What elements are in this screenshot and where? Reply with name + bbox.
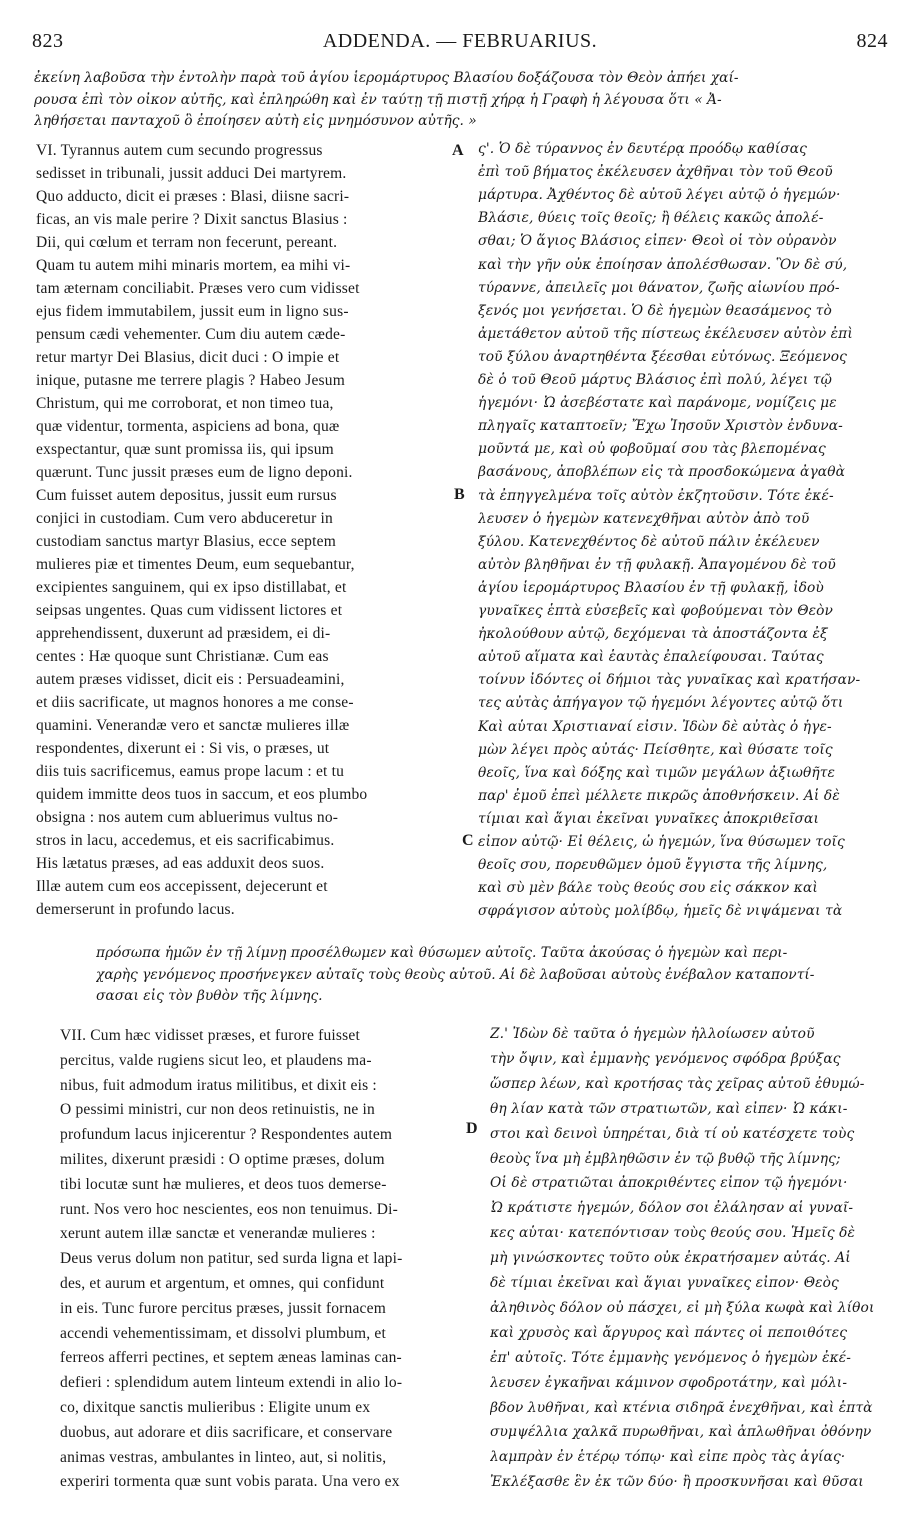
greek-line: ξενός μοι γενήσεται. Ὁ δὲ ἡγεμὼν θεασάμενος τὸ	[478, 302, 832, 319]
latin-line: duobus, aut adorare et diis sacrificare, et conservare	[60, 1423, 393, 1441]
greek-line: πληγαῖς καταπτοεῖν; Ἔχω Ἰησοῦν Χριστὸν ἐνδυνα-	[478, 418, 843, 435]
latin-line: xerunt autem illæ sanctæ et venerandæ mulieres :	[60, 1225, 376, 1243]
margin-marker-d: D	[466, 1120, 478, 1137]
greek-line: εἶπον αὐτῷ· Εἰ θέλεις, ὦ ἡγεμών, ἵνα θύσωμεν τοῖς	[478, 834, 845, 850]
greek-line: Ἐκλέξασθε ἓν ἐκ τῶν δύο· ἢ προσκυνῆσαι καὶ θῦσαι	[490, 1474, 864, 1491]
greek-line: καὶ χρυσὸς καὶ ἄργυρος καὶ πάντες οἱ πεποιθότες	[490, 1324, 848, 1341]
latin-line: tibi locutæ sunt hæ mulieres, et deos tuos demerse-	[60, 1175, 387, 1193]
greek-line: τὰ ἐπηγγελμένα τοῖς αὐτὸν ἐκζητοῦσιν. Τότε ἐκέ-	[478, 487, 834, 504]
latin-line: Christum, qui me corroborat, et non timeo tua,	[36, 395, 334, 412]
greek-line: Οἱ δὲ στρατιῶται ἀποκριθέντες εἶπον τῷ ἡγεμόνι·	[490, 1175, 848, 1192]
intro-line: ληθήσεται πανταχοῦ ὃ ἐποίησεν αὐτὴ εἰς μνημόσυνον αὐτῆς. »	[34, 113, 477, 129]
latin-line: sedisset in tribunali, jussit adduci Dei martyrem.	[36, 165, 347, 182]
latin-line: profundum lacus injicerentur ? Respondentes autem	[60, 1126, 393, 1144]
latin-line: obsigna : nos autem cum abluerimus vultus no-	[36, 809, 339, 826]
latin-line: Quo adducto, dicit ei præses : Blasi, diisne sacri-	[36, 188, 350, 205]
full-width-line: πρόσωπα ἡμῶν ἐν τῇ λίμνῃ προσέλθωμεν καὶ θύσωμεν αὐτοῖς. Ταῦτα ἀκούσας ὁ ἡγεμὼν καὶ περι-	[96, 945, 788, 961]
latin-line: nibus, fuit admodum iratus militibus, et dixit eis :	[60, 1076, 377, 1094]
greek-line: λαμπρὰν ἐν ἑτέρῳ τόπῳ· καὶ εἶπε πρὸς τὰς ἁγίας·	[490, 1449, 846, 1466]
latin-line: defieri : splendidum autem linteum extendi in alio lo-	[60, 1374, 403, 1392]
greek-line: καὶ τὴν γῆν οὐκ ἐποίησαν ἀπολέσθωσαν. Ὃν δὲ σύ,	[478, 256, 848, 273]
latin-line: excipientes sanguinem, qui ex ipso distillabat, et	[36, 579, 347, 596]
latin-line: milites, dixerunt præsidi : O optime præses, dolum	[60, 1151, 385, 1168]
latin-line: et diis sacrificate, ut magnos honores a me conse-	[36, 694, 354, 711]
latin-line: autem præses vidisset, dicit eis : Persuadeamini,	[36, 671, 345, 688]
greek-line: Βλάσιε, θύεις τοῖς θεοῖς; ἢ θέλεις κακῶς ἀπολέ-	[478, 210, 824, 227]
page-number-left: 823	[32, 30, 64, 52]
greek-line: γυναῖκες ἑπτὰ εὐσεβεῖς καὶ φοβούμεναι τὸν Θεὸν	[478, 603, 834, 619]
page-number-right: 824	[856, 30, 888, 52]
greek-line: συμψέλλια χαλκᾶ πυρωθῆναι, καὶ ἁπλωθῆναι ὀθόνην	[490, 1424, 872, 1441]
latin-line: in eis. Tunc furore percitus præses, jussit fornacem	[60, 1299, 386, 1317]
latin-line: His lætatus præses, ad eas adduxit deos suos.	[36, 855, 325, 872]
greek-line: ς'. Ὁ δὲ τύραννος ἐν δευτέρᾳ προόδῳ καθίσας	[478, 141, 807, 157]
latin-line: respondentes, dixerunt ei : Si vis, o præses, ut	[36, 740, 330, 757]
latin-line: conjici in custodiam. Cum vero abduceretur in	[36, 510, 333, 527]
page-header	[28, 30, 892, 60]
greek-line: στοι καὶ δεινοὶ ὑπηρέται, διὰ τί οὐ κατέσχετε τοὺς	[490, 1125, 855, 1142]
latin-line: des, et aurum et argentum, et omnes, qui confidunt	[60, 1275, 385, 1292]
greek-line: σθαι; Ὁ ἅγιος Βλάσιος εἶπεν· Θεοὶ οἱ τὸν οὐρανὸν	[478, 233, 837, 250]
latin-line: quidem immitte deos tuos in saccum, et eos plumbo	[36, 786, 368, 803]
latin-line: ficas, an vis male perire ? Dixit sanctus Blasius :	[36, 211, 348, 228]
latin-line: exspectantur, quæ sunt promissa iis, qui ipsum	[36, 441, 334, 458]
greek-line: θη λίαν κατὰ τῶν στρατιωτῶν, καὶ εἶπεν· Ὦ κάκι-	[490, 1100, 848, 1117]
latin-line: quærunt. Tunc jussit præses eum de ligno deponi.	[36, 464, 353, 481]
greek-line: Καὶ αὗται Χριστιαναί εἰσιν. Ἰδὼν δὲ αὐτὰς ὁ ἡγε-	[478, 718, 832, 735]
latin-line: quamini. Venerandæ vero et sanctæ mulieres illæ	[36, 717, 350, 734]
latin-line: apprehendissent, duxerunt ad præsidem, ei di-	[36, 625, 331, 642]
latin-line: VII. Cum hæc vidisset præses, et furore fuisset	[60, 1027, 360, 1044]
greek-line: τύραννε, ἀπειλεῖς μοι θάνατον, ζωῆς αἰωνίου πρό-	[478, 279, 840, 296]
latin-line: Dii, qui cœlum et terram non fecerunt, pereant.	[36, 234, 338, 251]
greek-line: αὐτοῦ αἵματα καὶ ἑαυτὰς ἐπαλείφουσαι. Ταύτας	[478, 649, 824, 666]
latin-line: seipsas ungentes. Quas cum vidissent lictores et	[36, 602, 343, 619]
latin-line: quæ videntur, tormenta, aspiciens ad bona, quæ	[36, 418, 340, 435]
greek-line: Ὦ κράτιστε ἡγεμών, δόλον σοι ἐλάλησαν αἱ γυναῖ-	[490, 1200, 854, 1217]
latin-line: retur martyr Dei Blasius, dicit duci : O impie et	[36, 349, 340, 366]
latin-line: ferreos afferri pectines, et septem æneas laminas can-	[60, 1349, 402, 1367]
greek-line: τίμιαι καὶ ἅγιαι ἐκεῖναι γυναῖκες ἀποκριθεῖσαι	[478, 810, 819, 827]
greek-line: σφράγισον αὐτοὺς μολίβδῳ, ἡμεῖς δὲ νιψάμεναι τὰ	[478, 903, 843, 920]
greek-line: αὐτὸν βληθῆναι ἐν τῇ φυλακῇ. Ἀπαγομένου δὲ τοῦ	[478, 556, 836, 573]
latin-line: VI. Tyrannus autem cum secundo progressus	[36, 142, 323, 159]
greek-line: ἀληθινὸς δόλον οὐ πάσχει, εἰ μὴ ξύλα κωφὰ καὶ λίθοι	[490, 1299, 875, 1316]
greek-line: θεοῖς, ἵνα καὶ δόξης καὶ τιμῶν μεγάλων ἀξιωθῆτε	[478, 764, 835, 781]
full-width-line: σασαι εἰς τὸν βυθὸν τῆς λίμνης.	[96, 988, 323, 1005]
greek-line: βδον λυθῆναι, καὶ κτένια σιδηρᾶ ἐνεχθῆναι, καὶ ἑπτὰ	[490, 1399, 873, 1416]
greek-line: θεοὺς ἵνα μὴ ἐμβληθῶσιν ἐν τῷ βυθῷ τῆς λίμνης;	[490, 1150, 841, 1167]
greek-line: ἁγίου ἱερομάρτυρος Βλασίου ἐν τῇ φυλακῇ, ἰδοὺ	[478, 579, 824, 596]
greek-line: ἐπ' αὐτοῖς. Τότε ἐμμανὴς γενόμενος ὁ ἡγεμὼν ἐκέ-	[490, 1349, 851, 1366]
greek-line: ἡγεμόνι· Ὦ ἀσεβέστατε καὶ παράνομε, νομίζεις με	[478, 395, 837, 412]
greek-line: ὥσπερ λέων, καὶ κροτήσας τὰς χεῖρας αὐτοῦ ἐθυμώ-	[490, 1075, 865, 1092]
latin-line: diis tuis sacrificemus, eamus prope lacum : et tu	[36, 763, 345, 780]
latin-line: Quam tu autem mihi minaris mortem, ea mihi vi-	[36, 257, 351, 274]
full-width-line: χαρὴς γενόμενος προσήνεγκεν αὐταῖς τοὺς θεοὺς αὐτοῦ. Αἱ δὲ λαβοῦσαι αὐτοὺς ἐνέβαλον καταποντί-	[96, 966, 815, 983]
margin-marker-c: C	[462, 832, 474, 849]
greek-line: μάρτυρα. Ἀχθέντος δὲ αὐτοῦ λέγει αὐτῷ ὁ ἡγεμών·	[478, 187, 841, 204]
latin-line: centes : Hæ quoque sunt Christianæ. Cum eas	[36, 648, 329, 665]
greek-line: θεοῖς σου, πορευθῶμεν ὁμοῦ ἔγγιστα τῆς λίμνης,	[478, 857, 828, 874]
greek-line: δὲ τίμιαι ἐκεῖναι καὶ ἅγιαι γυναῖκες εἶπον· Θεὸς	[490, 1275, 839, 1291]
greek-line: ἐπὶ τοῦ βήματος ἐκέλευσεν ἀχθῆναι τὸν τοῦ Θεοῦ	[478, 164, 833, 181]
greek-line: ξύλου. Κατενεχθέντος δὲ αὐτοῦ πάλιν ἐκέλευεν	[478, 533, 820, 550]
latin-line: stros in lacu, accedemus, et eis sacrificabimus.	[36, 832, 335, 849]
greek-line: ἀμετάθετον αὐτοῦ τῆς πίστεως ἐκέλευσεν αὐτὸν ἐπὶ	[478, 325, 853, 342]
latin-line: Illæ autem cum eos accepissent, dejecerunt et	[36, 878, 328, 895]
latin-line: demerserunt in profundo lacus.	[36, 901, 235, 918]
greek-line: λευσεν ὁ ἡγεμὼν κατενεχθῆναι αὐτὸν ἀπὸ τοῦ	[478, 510, 810, 527]
running-title: ADDENDA. — FEBRUARIUS.	[322, 30, 598, 52]
latin-line: inique, putasne me terrere plagis ? Habeo Jesum	[36, 372, 345, 389]
greek-line: τοίνυν ἰδόντες οἱ δήμιοι τὰς γυναῖκας καὶ κρατήσαν-	[478, 672, 861, 689]
latin-line: O pessimi ministri, cur non deos retinuistis, ne in	[60, 1101, 376, 1119]
margin-marker-b: B	[454, 486, 465, 503]
greek-line: τοῦ ξύλου ἀναρτηθέντα ξέεσθαι εὐτόνως. Ξεόμενος	[478, 348, 848, 365]
greek-line: καὶ σὺ μὲν βάλε τοὺς θεούς σου εἰς σάκκον καὶ	[478, 880, 818, 897]
latin-line: mulieres piæ et timentes Deum, eum sequebantur,	[36, 556, 355, 573]
latin-line: accendi vehementissimam, et dissolvi plumbum, et	[60, 1324, 386, 1342]
greek-line: μὴ γινώσκοντες τοῦτο οὐκ ἐκρατήσαμεν αὐτάς. Αἱ	[490, 1250, 851, 1267]
greek-line: μὼν λέγει πρὸς αὐτάς· Πείσθητε, καὶ θύσατε τοῖς	[478, 741, 833, 758]
latin-line: percitus, valde rugiens sicut leo, et plaudens ma-	[60, 1051, 372, 1069]
greek-line: τες αὐτὰς ἀπήγαγον τῷ ἡγεμόνι λέγοντες αὐτῷ ὅτι	[478, 695, 844, 712]
greek-line: λευσεν ἐγκαῆναι κάμινον σφοδροτάτην, καὶ μόλι-	[490, 1374, 848, 1391]
latin-line: ejus fidem immutabilem, jussit eum in ligno sus-	[36, 303, 349, 320]
intro-line: ἐκείνη λαβοῦσα τὴν ἐντολὴν παρὰ τοῦ ἁγίου ἱερομάρτυρος Βλασίου δοξάζουσα τὸν Θεὸν ἀπήει χαί-	[34, 70, 739, 86]
latin-line: runt. Nos vero hoc nescientes, eos non tenuimus. Di-	[60, 1200, 398, 1218]
latin-line: animas vestras, ambulantes in linteo, aut, si nolitis,	[60, 1448, 387, 1466]
latin-line: pensum cædi vehementer. Cum diu autem cæde-	[36, 326, 346, 343]
latin-line: tam æternam conciliabit. Præses vero cum vidisset	[36, 280, 360, 297]
greek-line: βασάνους, ἀποβλέπων εἰς τὰ προσδοκώμενα ἀγαθὰ	[478, 464, 846, 481]
intro-line: ρουσα ἐπὶ τὸν οἶκον αὐτῆς, καὶ ἐπληρώθη καὶ ἐν ταύτῃ τῇ πιστῇ χήρᾳ ἡ Γραφὴ ἡ λέγουσα ὅτι « Ἀ-	[34, 91, 722, 108]
greek-line: τὴν ὄψιν, καὶ ἐμμανὴς γενόμενος σφόδρα βρύξας	[490, 1050, 841, 1067]
latin-line: custodiam sanctus martyr Blasius, ecce septem	[36, 533, 336, 550]
greek-line: κες αὗται· κατεπόντισαν τοὺς θεούς σου. Ἡμεῖς δὲ	[490, 1225, 856, 1242]
greek-line: μοῦντά με, καὶ οὐ φοβοῦμαί σου τὰς βλεπομένας	[478, 441, 826, 458]
latin-line: Cum fuisset autem depositus, jussit eum rursus	[36, 487, 337, 504]
latin-line: co, dixitque sanctis mulieribus : Eligite unum ex	[60, 1399, 371, 1416]
margin-marker-a: A	[452, 142, 464, 159]
greek-line: δὲ ὁ τοῦ Θεοῦ μάρτυς Βλάσιος ἐπὶ πολύ, λέγει τῷ	[478, 372, 832, 388]
greek-line: ἠκολούθουν αὐτῷ, δεχόμεναι τὰ ἀποστάζοντα ἐξ	[478, 626, 828, 643]
latin-line: Deus verus dolum non patitur, sed surda ligna et lapi-	[60, 1250, 403, 1268]
greek-line: παρ' ἐμοῦ ἐπεὶ μέλλετε πικρῶς ἀποθνήσκειν. Αἱ δὲ	[478, 787, 840, 804]
greek-line: Ζ.' Ἰδὼν δὲ ταῦτα ὁ ἡγεμὼν ἠλλοίωσεν αὐτοῦ	[490, 1026, 815, 1042]
latin-line: experiri tormenta quæ sunt vobis parata. Una vero ex	[60, 1473, 400, 1491]
